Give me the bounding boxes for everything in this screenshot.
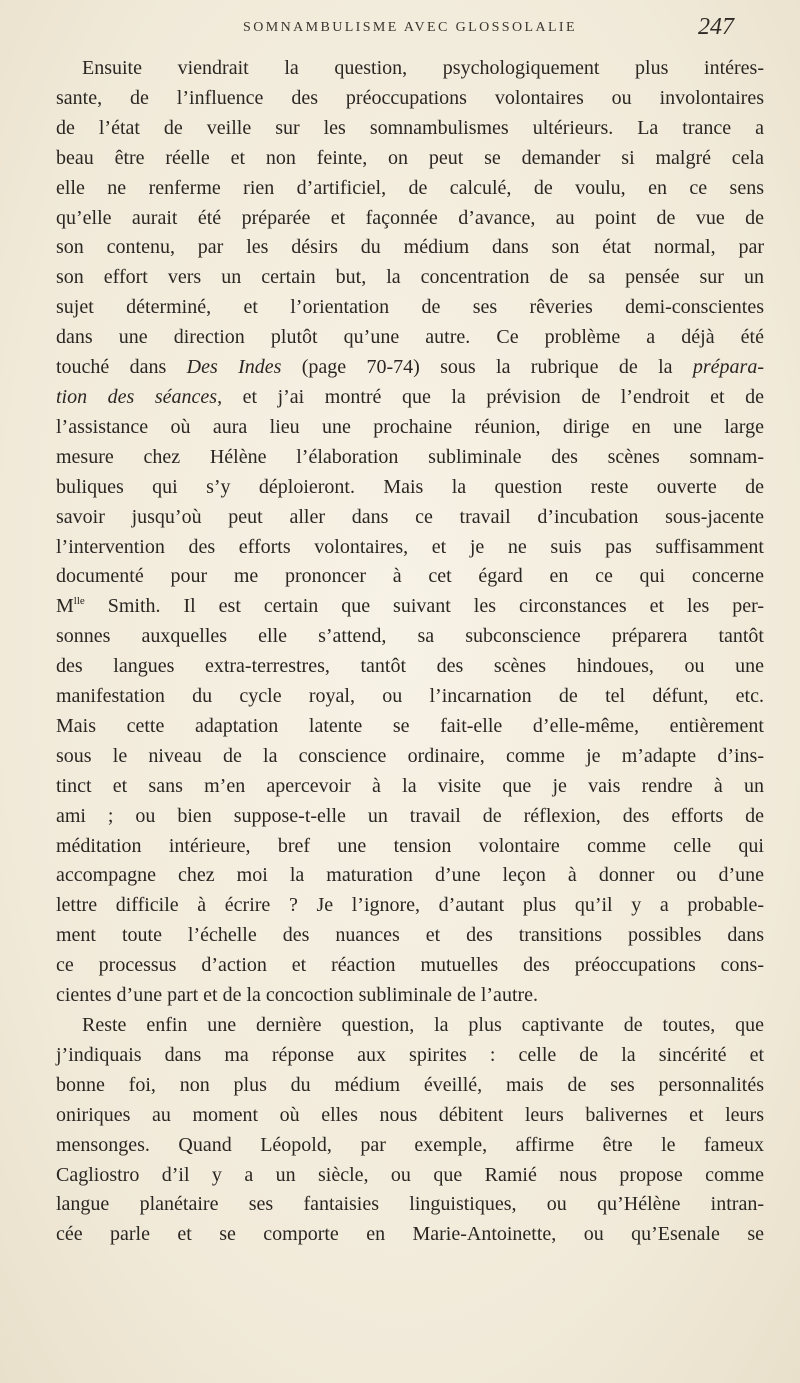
text-line: sous le niveau de la conscience ordinaire, comme je m’adapte d’ins-: [56, 744, 764, 767]
text-line: l’assistance où aura lieu une prochaine réunion, dirige en une large: [56, 415, 764, 438]
text-line: mensonges. Quand Léopold, par exemple, affirme être le fameux: [56, 1133, 764, 1156]
text-line: [56, 353, 764, 383]
text-line: documenté pour me prononcer à cet égard en ce qui concerne: [56, 565, 764, 588]
body-text: [56, 54, 764, 1250]
text-line: Mais cette adaptation latente se fait-elle d’elle-même, entièrement: [56, 714, 764, 737]
text-line: ami ; ou bien suppose-t-elle un travail de réflexion, des efforts de: [56, 804, 764, 827]
superscript: lle: [73, 595, 85, 608]
text-line: Cagliostro d’il y a un siècle, ou que Ramié nous propose comme: [56, 1163, 764, 1186]
text-line: Reste enfin une dernière question, la plus captivante de toutes, que: [82, 1014, 764, 1036]
text-run: M: [56, 595, 74, 618]
text-run: , et j’ai montré que la prévision de l’endroit et de: [217, 385, 764, 408]
book-title-italic: Des Indes: [186, 356, 282, 379]
text-line: langue planétaire ses fantaisies linguistiques, ou qu’Hélène intran-: [56, 1193, 764, 1216]
text-line: des langues extra-terrestres, tantôt des scènes hindoues, ou une: [56, 655, 764, 678]
text-line: bonne foi, non plus du médium éveillé, mais de ses personnalités: [56, 1073, 764, 1096]
text-line: dans une direction plutôt qu’une autre. Ce problème a déjà été: [56, 326, 764, 349]
text-line: [56, 383, 764, 413]
text-line: lettre difficile à écrire ? Je l’ignore, d’autant plus qu’il y a probable-: [56, 894, 764, 917]
text-line: sante, de l’influence des préoccupations volontaires ou involontaires: [56, 86, 764, 109]
page-number: 247: [698, 14, 734, 40]
text-line: elle ne renferme rien d’artificiel, de calculé, de voulu, en ce sens: [56, 176, 764, 199]
running-head: [56, 14, 764, 50]
text-line: cée parle et se comporte en Marie-Antoinette, ou qu’Esenale se: [56, 1223, 764, 1246]
text-line: cientes d’une part et de la concoction subliminale de l’autre.: [56, 984, 539, 1007]
text-run: touché dans: [56, 356, 187, 379]
text-run: Smith. Il est certain que suivant les circonstances et les per-: [84, 595, 764, 618]
text-line: l’intervention des efforts volontaires, et je ne suis pas suffisamment: [56, 535, 764, 558]
paragraph: [56, 1011, 764, 1250]
text-line: savoir jusqu’où peut aller dans ce travail d’incubation sous-jacente: [56, 505, 764, 528]
paragraph: [56, 54, 764, 1011]
text-line: tinct et sans m’en apercevoir à la visite que je vais rendre à un: [56, 774, 764, 797]
running-title: SOMNAMBULISME AVEC GLOSSOLALIE: [243, 20, 577, 35]
text-line: buliques qui s’y déploieront. Mais la question reste ouverte de: [56, 475, 764, 498]
text-line: manifestation du cycle royal, ou l’incarnation de tel défunt, etc.: [56, 685, 764, 708]
text-line: mesure chez Hélène l’élaboration subliminale des scènes somnam-: [56, 445, 764, 468]
text-line: son effort vers un certain but, la concentration de sa pensée sur un: [56, 266, 764, 289]
text-line: oniriques au moment où elles nous débitent leurs balivernes et leurs: [56, 1103, 764, 1126]
text-line: beau être réelle et non feinte, on peut se demander si malgré cela: [56, 146, 764, 169]
text-run: (page 70-74) sous la rubrique de la: [281, 356, 693, 379]
text-line: sonnes auxquelles elle s’attend, sa subconscience préparera tantôt: [56, 625, 764, 648]
text-line: méditation intérieure, bref une tension volontaire comme celle qui: [56, 834, 764, 857]
text-line: sujet déterminé, et l’orientation de ses rêveries demi-conscientes: [56, 296, 764, 319]
text-line: j’indiquais dans ma réponse aux spirites : celle de la sincérité et: [56, 1043, 764, 1066]
rubric-italic: tion des séances: [56, 385, 218, 408]
text-line: Ensuite viendrait la question, psychologiquement plus intéres-: [82, 57, 764, 79]
rubric-italic: prépara-: [692, 356, 764, 379]
text-line: son contenu, par les désirs du médium dans son état normal, par: [56, 236, 764, 259]
text-line: qu’elle aurait été préparée et façonnée d’avance, au point de vue de: [56, 206, 764, 229]
text-line: [56, 592, 764, 622]
text-line: ce processus d’action et réaction mutuelles des préoccupations cons-: [56, 954, 764, 977]
text-line: de l’état de veille sur les somnambulismes ultérieurs. La trance a: [56, 116, 764, 139]
text-line: accompagne chez moi la maturation d’une leçon à donner ou d’une: [56, 864, 764, 887]
text-line: ment toute l’échelle des nuances et des transitions possibles dans: [56, 924, 764, 947]
